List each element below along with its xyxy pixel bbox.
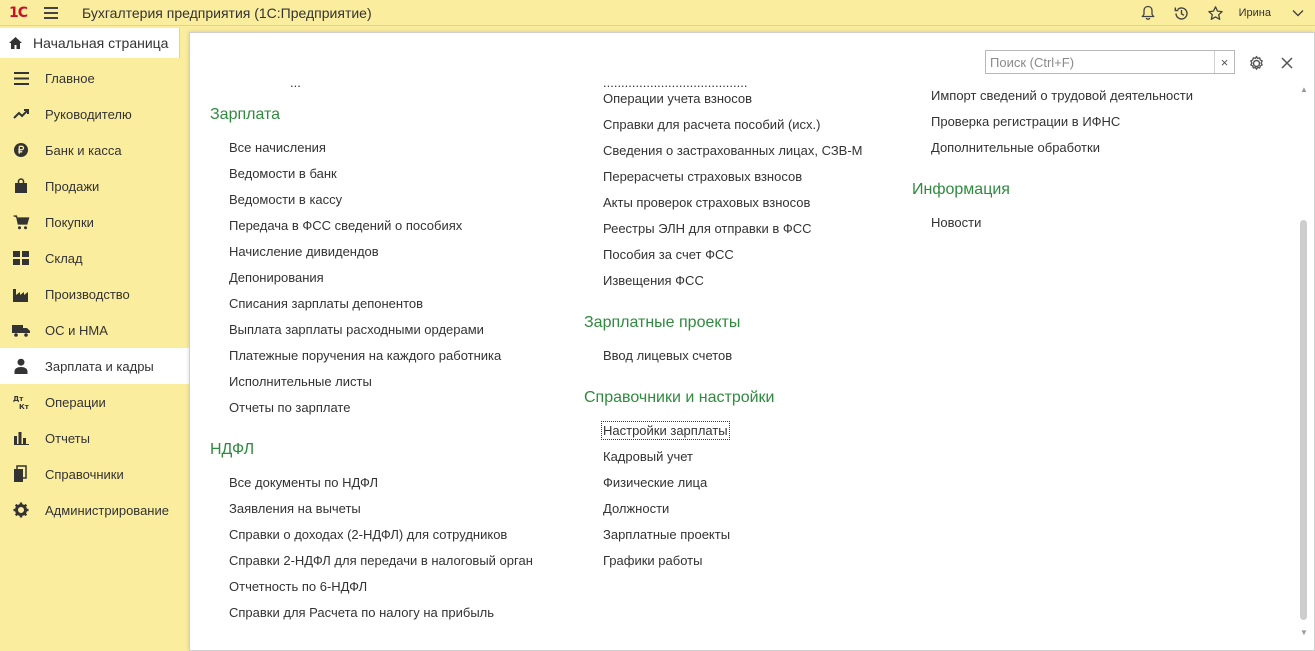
link-individuals[interactable]: Физические лица [603, 475, 708, 490]
link-cash-statements[interactable]: Ведомости в кассу [229, 192, 343, 207]
link-labor-import[interactable]: Импорт сведений о трудовой деятельности [931, 88, 1193, 103]
link-salary-projects[interactable]: Зарплатные проекты [603, 527, 731, 542]
sidebar-item-label: Склад [45, 250, 83, 266]
cart-icon [12, 213, 30, 231]
settings-gear-icon[interactable] [1245, 52, 1267, 74]
shopping-bag-icon [12, 177, 30, 195]
sidebar-item-production[interactable] [0, 276, 189, 312]
link-2ndfl-employees[interactable]: Справки о доходах (2-НДФЛ) для сотрудников [229, 527, 508, 542]
sidebar-item-directories[interactable] [0, 456, 189, 492]
sidebar-item-bank[interactable] [0, 132, 189, 168]
link-szv-m[interactable]: Сведения о застрахованных лицах, СЗВ-М [603, 143, 863, 158]
link-news[interactable]: Новости [931, 215, 982, 230]
truck-icon [12, 321, 30, 339]
bar-chart-icon [12, 429, 30, 447]
app-logo [0, 0, 36, 26]
debit-credit-icon [12, 393, 30, 411]
link-deposits[interactable]: Депонирования [229, 270, 324, 285]
group-title-salary: Зарплата [210, 106, 281, 123]
sidebar-item-label: Банк и касса [45, 142, 122, 158]
history-icon[interactable] [1165, 0, 1199, 26]
search-input[interactable] [986, 51, 1214, 73]
link-all-accruals[interactable]: Все начисления [229, 140, 326, 155]
app-title: Бухгалтерия предприятия (1С:Предприятие) [82, 4, 372, 21]
close-icon[interactable] [1276, 52, 1298, 74]
sidebar-item-reports[interactable] [0, 420, 189, 456]
link-fss-notices[interactable]: Извещения ФСС [603, 273, 704, 288]
section-panel [189, 32, 1315, 651]
sidebar-item-main[interactable] [0, 60, 189, 96]
link-contributions-recalc[interactable]: Перерасчеты страховых взносов [603, 169, 803, 184]
group-title-salary-projects: Зарплатные проекты [584, 314, 741, 331]
chevron-down-icon[interactable] [1281, 0, 1315, 26]
sidebar-item-warehouse[interactable] [0, 240, 189, 276]
link-account-entry[interactable]: Ввод лицевых счетов [603, 348, 733, 363]
tab-home[interactable] [0, 28, 180, 58]
link-payment-orders[interactable]: Платежные поручения на каждого работника [229, 348, 502, 363]
sidebar-item-manager[interactable] [0, 96, 189, 132]
sidebar-item-label: Справочники [45, 466, 124, 482]
link-cash-order-payouts[interactable]: Выплата зарплаты расходными ордерами [229, 322, 484, 337]
sidebar-item-label: Операции [45, 394, 106, 410]
notifications-bell-icon[interactable] [1131, 0, 1165, 26]
menu-line [44, 12, 58, 14]
link-all-ndfl-docs[interactable]: Все документы по НДФЛ [229, 475, 379, 490]
link-positions[interactable]: Должности [603, 501, 670, 516]
search-clear-button[interactable]: × [1214, 51, 1234, 73]
link-benefit-certificates[interactable]: Справки для расчета пособий (исх.) [603, 117, 821, 132]
scroll-up-arrow-icon[interactable]: ▲ [1300, 85, 1308, 94]
link-writs[interactable]: Исполнительные листы [229, 374, 372, 389]
link-2ndfl-tax-office[interactable]: Справки 2-НДФЛ для передачи в налоговый орган [229, 553, 533, 568]
link-6ndfl-reporting[interactable]: Отчетность по 6-НДФЛ [229, 579, 368, 594]
link-fss-benefits[interactable]: Пособия за счет ФСС [603, 247, 734, 262]
link-ifns-check[interactable]: Проверка регистрации в ИФНС [931, 114, 1121, 129]
user-name[interactable]: Ирина [1238, 7, 1271, 19]
group-title-settings: Справочники и настройки [584, 389, 775, 406]
search-box [985, 50, 1235, 74]
home-icon [8, 36, 23, 50]
top-right-toolbar [1131, 0, 1315, 26]
person-icon [12, 357, 30, 375]
gear-icon [12, 501, 30, 519]
sidebar-item-assets[interactable] [0, 312, 189, 348]
link-fss-transfer[interactable]: Передача в ФСС сведений о пособиях [229, 218, 463, 233]
logo-1c-icon: 1С [8, 4, 27, 21]
group-title-ndfl: НДФЛ [210, 441, 255, 458]
main-menu-button[interactable] [36, 0, 66, 26]
link-dividends[interactable]: Начисление дивидендов [229, 244, 379, 259]
link-work-schedules[interactable]: Графики работы [603, 553, 703, 568]
sidebar-item-label: Покупки [45, 214, 94, 230]
link-deduction-applications[interactable]: Заявления на вычеты [229, 501, 361, 516]
tab-home-label: Начальная страница [33, 35, 169, 51]
link-eln-registers[interactable]: Реестры ЭЛН для отправки в ФСС [603, 221, 812, 236]
link-profit-tax-certificates[interactable]: Справки для Расчета по налогу на прибыль [229, 605, 495, 620]
clipped-link: ... [290, 75, 301, 90]
sidebar-item-label: Главное [45, 70, 95, 86]
sidebar-item-label: Отчеты [45, 430, 90, 446]
sidebar-item-label: Производство [45, 286, 130, 302]
link-depositor-writeoffs[interactable]: Списания зарплаты депонентов [229, 296, 424, 311]
sidebar-item-sales[interactable] [0, 168, 189, 204]
sidebar-item-salary[interactable] [0, 348, 189, 384]
favorites-star-icon[interactable] [1199, 0, 1233, 26]
sidebar-item-purchases[interactable] [0, 204, 189, 240]
scroll-thumb[interactable] [1300, 220, 1307, 620]
books-icon [12, 465, 30, 483]
sidebar-item-admin[interactable] [0, 492, 189, 528]
sidebar-item-label: Продажи [45, 178, 100, 194]
link-bank-statements[interactable]: Ведомости в банк [229, 166, 337, 181]
link-extra-processing[interactable]: Дополнительные обработки [931, 140, 1100, 155]
menu-line [44, 7, 58, 9]
trend-icon [12, 105, 30, 123]
svg-text:Дт: Дт [13, 395, 24, 403]
vertical-scrollbar[interactable] [1297, 83, 1311, 645]
warehouse-grid-icon [12, 249, 30, 267]
factory-icon [12, 285, 30, 303]
link-salary-settings[interactable]: Настройки зарплаты [603, 423, 728, 438]
ruble-coin-icon [12, 141, 30, 159]
sidebar-item-label: Зарплата и кадры [45, 358, 154, 374]
svg-text:Кт: Кт [19, 403, 29, 411]
menu-line [44, 17, 58, 19]
link-hr-accounting[interactable]: Кадровый учет [603, 449, 693, 464]
sidebar-item-label: Администрирование [45, 502, 169, 518]
sidebar-item-label: ОС и НМА [45, 322, 108, 338]
menu-lines-icon [12, 69, 30, 87]
sections-sidebar [0, 60, 189, 651]
group-title-info: Информация [912, 181, 1010, 198]
sidebar-item-label: Руководителю [45, 106, 132, 122]
scroll-down-arrow-icon[interactable]: ▼ [1300, 628, 1308, 637]
title-bar [0, 0, 1315, 26]
link-contributions-operations[interactable]: Операции учета взносов [603, 91, 753, 106]
link-inspection-acts[interactable]: Акты проверок страховых взносов [603, 195, 811, 210]
sidebar-item-operations[interactable] [0, 384, 189, 420]
link-salary-reports[interactable]: Отчеты по зарплате [229, 400, 351, 415]
clipped-link: ........................................ [603, 75, 748, 90]
